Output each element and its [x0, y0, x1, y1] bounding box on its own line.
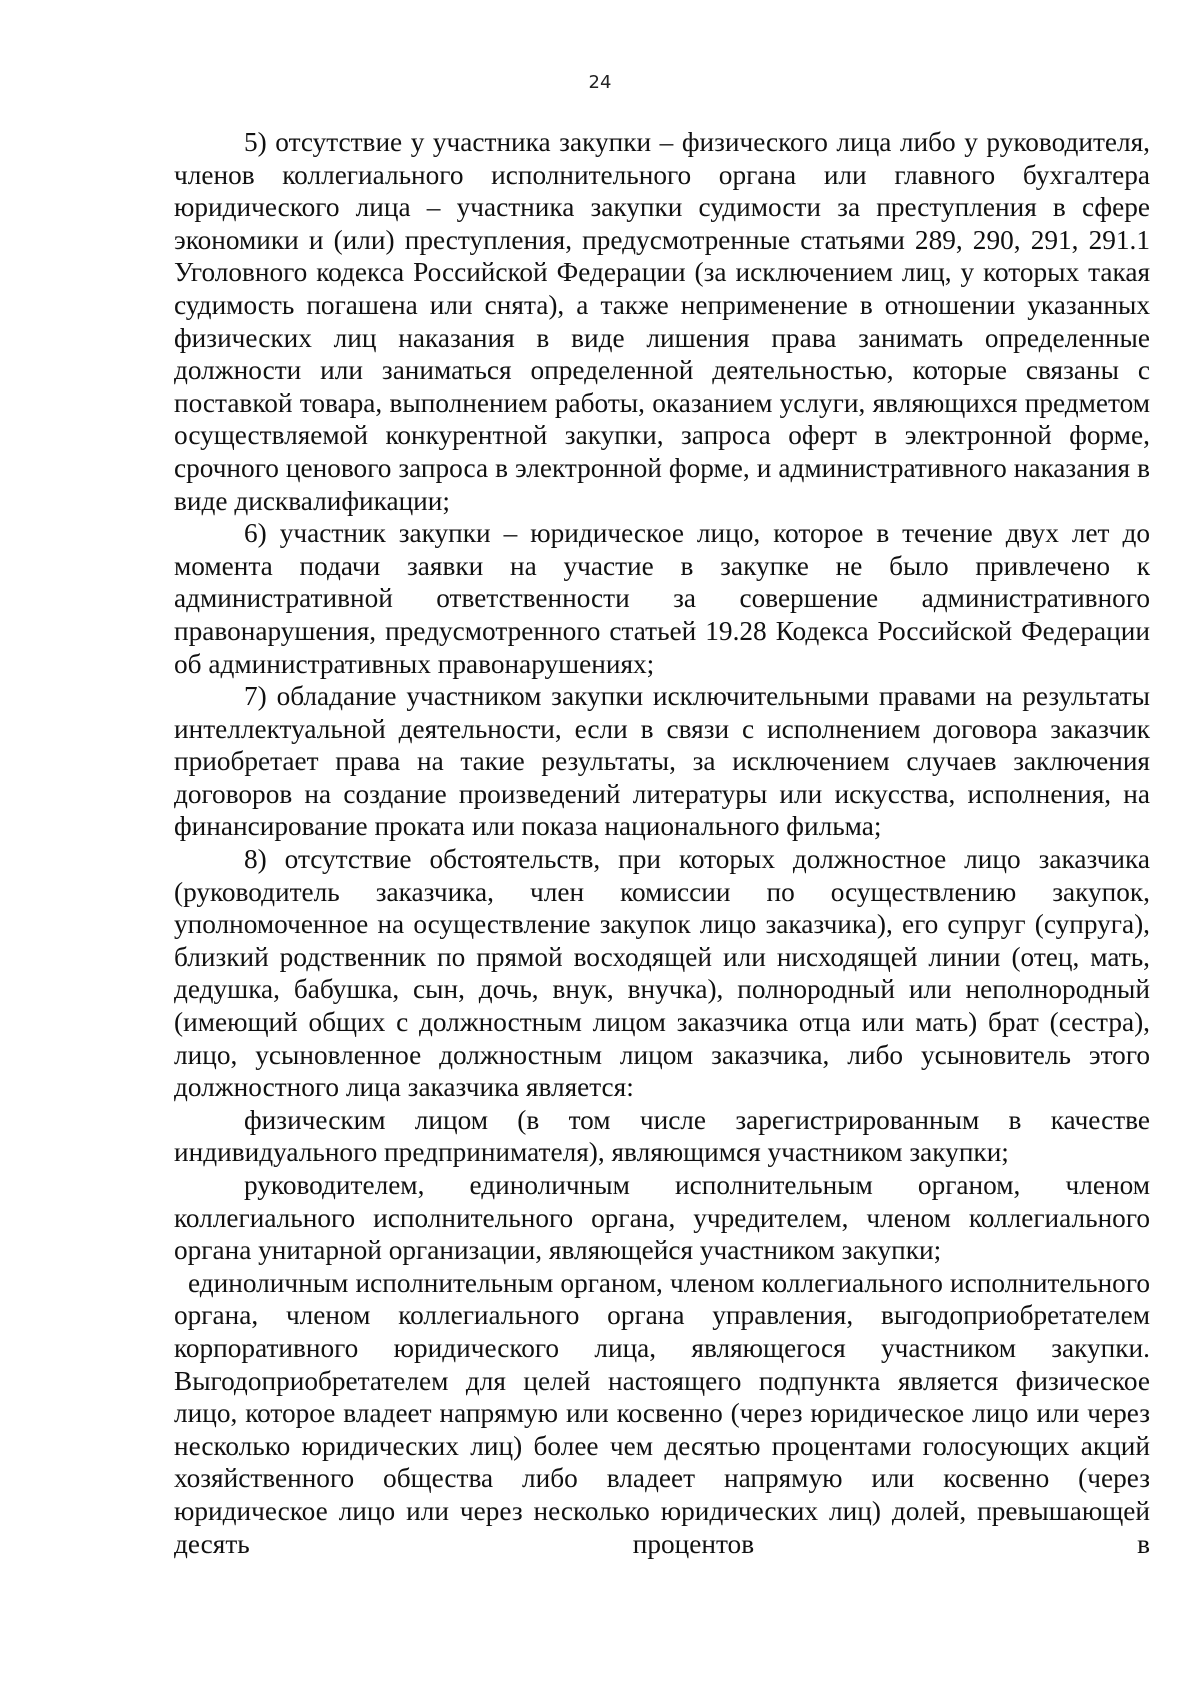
paragraph-individual: физическим лицом (в том числе зарегистрированным в качестве индивидуального предпринимателя), являющимся участником закупки; [174, 1104, 1150, 1168]
page-number: 24 [588, 72, 612, 93]
paragraph-beneficiary: единоличным исполнительным органом, членом коллегиального исполнительного органа, членом коллегиального органа управления, выгодоприобретателем корпоративного юридического лица, являющегося участником закупки. Выгодоприобретателем для целей настоящего подпункта является физическое лицо, которое владеет напрямую или косвенно (через юридическое лицо или через несколько юридических лиц) более чем десятью процентами голосующих акций хозяйственного общества либо владеет напрямую или косвенно (через юридическое лицо или через несколько юридических лиц) долей, превышающей десять процентов в [174, 1267, 1150, 1559]
paragraph-item-6: 6) участник закупки – юридическое лицо, которое в течение двух лет до момента подачи заявки на участие в закупке не было привлечено к административной ответственности за совершение административного правонарушения, предусмотренного статьей 19.28 Кодекса Российской Федерации об административных правонарушениях; [174, 518, 1150, 679]
paragraph-item-8: 8) отсутствие обстоятельств, при которых должностное лицо заказчика (руководитель заказчика, член комиссии по осуществлению закупок, уполномоченное на осуществление закупок лицо заказчика), его супруг (супруга), близкий родственник по прямой восходящей или нисходящей линии (отец, мать, дедушка, бабушка, сын, дочь, внук, внучка), полнородный или неполнородный (имеющий общих с должностным лицом заказчика отца или мать) брат (сестра), лицо, усыновленное должностным лицом заказчика, либо усыновитель этого должностного лица заказчика является: [174, 844, 1150, 1103]
document-body [174, 126, 1150, 1560]
paragraph-item-5: 5) отсутствие у участника закупки – физического лица либо у руководителя, членов коллегиального исполнительного органа или главного бухгалтера юридического лица – участника закупки судимости за преступления в сфере экономики и (или) преступления, предусмотренные статьями 289, 290, 291, 291.1 Уголовного кодекса Российской Федерации (за исключением лиц, у которых такая судимость погашена или снята), а также неприменение в отношении указанных физических лиц наказания в виде лишения права занимать определенные должности или заниматься определенной деятельностью, которые связаны с поставкой товара, выполнением работы, оказанием услуги, являющихся предметом осуществляемой конкурентной закупки, запроса оферт в электронной форме, срочного ценового запроса в электронной форме, и административного наказания в виде дисквалификации; [174, 127, 1150, 516]
paragraph-item-7: 7) обладание участником закупки исключительными правами на результаты интеллектуальной деятельности, если в связи с исполнением договора заказчик приобретает права на такие результаты, за исключением случаев заключения договоров на создание произведений литературы или искусства, исполнения, на финансирование проката или показа национального фильма; [174, 681, 1150, 842]
paragraph-head-of-organization: руководителем, единоличным исполнительным органом, членом коллегиального исполнительного органа, учредителем, членом коллегиального органа унитарной организации, являющейся участником закупки; [174, 1170, 1150, 1266]
